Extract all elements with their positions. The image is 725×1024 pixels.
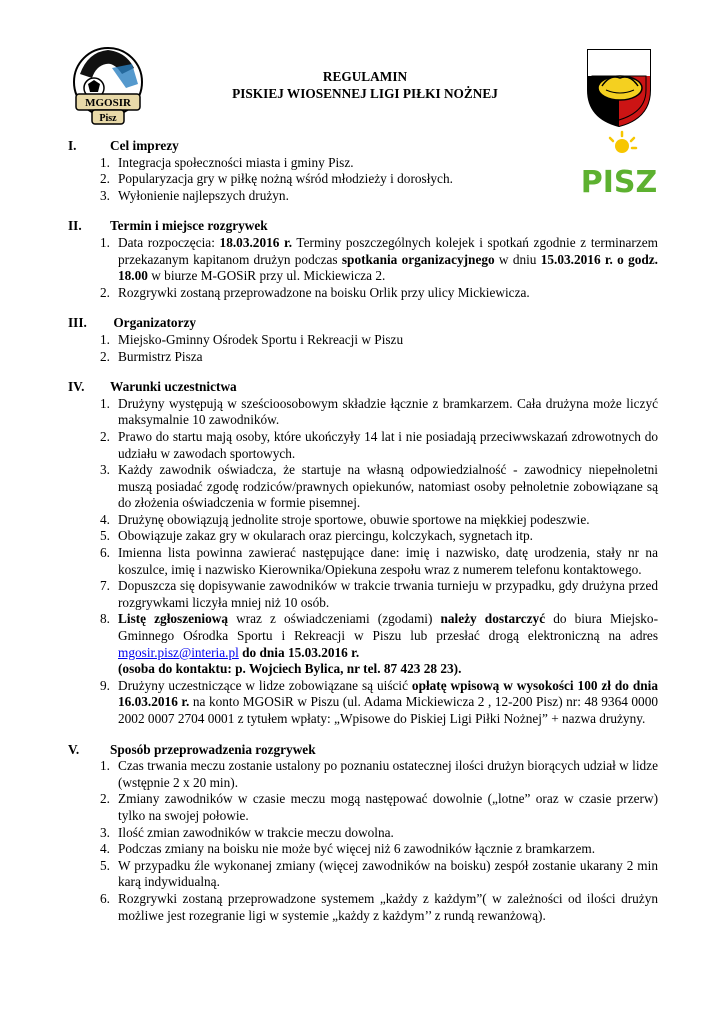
- bold-text: opłatę wpisową w wysokości 100 zł do dnia 16.03.2016 r.: [118, 677, 658, 710]
- item-text: [110, 396, 658, 429]
- section-heading: [68, 315, 658, 332]
- section-items: [68, 332, 658, 365]
- item-number: 2.: [100, 171, 110, 187]
- section-heading: [68, 742, 658, 759]
- item-text: [110, 891, 658, 924]
- section-number: I.: [68, 138, 77, 153]
- pisz-logo-text: PISZ: [580, 165, 658, 200]
- list-item: [68, 332, 658, 349]
- bold-text: do dnia 15.03.2016 r.: [238, 644, 360, 660]
- list-item: [68, 396, 658, 429]
- text-run: Każdy zawodnik oświadcza, że startuje na własną odpowiedzialność - zawodnicy niepełnoletni muszą posiadać zgodę rodziców/prawnych opiekunów, natomiast osoby pełnoletnie zobowiązane są do złożenia oświadczenia w formie pisemnej.: [118, 462, 658, 511]
- item-number: 3.: [100, 824, 110, 840]
- item-number: 7.: [100, 578, 110, 594]
- section-heading: [68, 379, 658, 396]
- item-text: [110, 528, 658, 545]
- item-text: [110, 825, 658, 842]
- section-number: III.: [68, 315, 87, 331]
- item-number: 6.: [100, 545, 110, 561]
- item-number: 5.: [100, 857, 110, 873]
- text-run: Data rozpoczęcia:: [118, 234, 220, 250]
- item-number: 2.: [100, 284, 110, 300]
- coat-of-arms-icon: [584, 46, 654, 128]
- list-item: [68, 349, 658, 366]
- list-item: [68, 791, 658, 824]
- item-text: [110, 235, 658, 285]
- item-text: [110, 188, 658, 205]
- item-number: 4.: [100, 841, 110, 857]
- section-title: Termin i miejsce rozgrywek: [110, 218, 268, 234]
- section-title: Organizatorzy: [110, 315, 197, 331]
- text-run: Rozgrywki zostaną przeprowadzone na boisku Orlik przy ulicy Mickiewicza.: [118, 284, 530, 300]
- list-item: [68, 188, 658, 205]
- text-run: Drużyny występują w sześcioosobowym składzie łącznie z bramkarzem. Cała drużyna może liczyć maksymalnie 10 zawodników.: [118, 395, 658, 428]
- bold-text: 18.03.2016 r.: [219, 234, 293, 250]
- item-text: [110, 758, 658, 791]
- item-number: 3.: [100, 187, 110, 203]
- list-item: [68, 578, 658, 611]
- item-number: 6.: [100, 890, 110, 906]
- text-run: W przypadku źle wykonanej zmiany (więcej zawodników na boisku) zespół zostanie ukarany 2 min karą indywidualną.: [118, 857, 658, 890]
- item-number: 1.: [100, 234, 110, 250]
- text-run: Terminy poszczególnych kolejek i spotkań zgodnie z terminarzem przekazanym kapitanom drużyn podczas: [118, 234, 659, 267]
- text-run: Dopuszcza się dopisywanie zawodników w trakcie trwania turnieju w przypadku, gdy drużyna przed rozgrywkami liczyła mniej niż 10 osób.: [118, 578, 658, 610]
- item-text: [110, 678, 658, 728]
- section-number: II.: [68, 218, 82, 234]
- list-item: [68, 545, 658, 578]
- item-text: [110, 462, 658, 512]
- list-item: [68, 512, 658, 529]
- item-text: [110, 791, 658, 824]
- item-number: 8.: [100, 611, 110, 627]
- text-run: Prawo do startu mają osoby, które ukończyły 14 lat i nie posiadają przeciwwskazań zdrowotnych do udziału w zawodach sportowych.: [118, 428, 658, 461]
- title-line-2: PISKIEJ WIOSENNEJ LIGI PIŁKI NOŻNEJ: [232, 86, 498, 101]
- item-text: [110, 578, 658, 611]
- list-item: [68, 678, 658, 728]
- list-item: [68, 858, 658, 891]
- list-item: [68, 825, 658, 842]
- item-text: [110, 858, 658, 891]
- section-title: Cel imprezy: [110, 138, 179, 153]
- section-items: [68, 155, 658, 205]
- text-run: Popularyzacja gry w piłkę nożną wśród młodzieży i dorosłych.: [118, 171, 453, 187]
- section-items: [68, 758, 658, 924]
- item-number: 2.: [100, 428, 110, 444]
- list-item: [68, 285, 658, 302]
- text-run: Imienna lista powinna zawierać następujące dane: imię i nazwisko, datę urodzenia, stały nr na koszulce, imię i nazwisko Kierownika/Opiekuna zespołu wraz z numerem telefonu kontaktowego.: [118, 545, 658, 577]
- list-item: [68, 235, 658, 285]
- text-run: do biura Miejsko-Gminnego Ośrodka Sportu i Rekreacji w Piszu lub przesłać drogą elektroniczną na adres: [118, 611, 659, 644]
- section-number: V.: [68, 741, 80, 757]
- bold-text: należy dostarczyć: [440, 611, 546, 627]
- text-run: na konto MGOSiR w Piszu (ul. Adama Mickiewicza 2 , 12-200 Pisz) nr: 48 9364 0000 2002 0007 2704 0001 z tytułem wpłaty: „Wpisowe do Piskiej Ligi Piłki Nożnej” + nazwa drużyny.: [118, 694, 658, 726]
- section-number: IV.: [68, 379, 85, 395]
- item-text: [110, 611, 658, 677]
- section-title: Warunki uczestnictwa: [110, 379, 237, 395]
- text-run: Ilość zmian zawodników w trakcie meczu dowolna.: [118, 824, 394, 840]
- regulations-content: [68, 138, 658, 938]
- mgosir-logo-text: MGOSIR: [85, 97, 131, 109]
- section-title: Sposób przeprowadzenia rozgrywek: [110, 741, 316, 757]
- list-item: [68, 171, 658, 188]
- item-number: 3.: [100, 462, 110, 478]
- document-title: [160, 68, 570, 102]
- item-text: [110, 841, 658, 858]
- list-item: [68, 611, 658, 677]
- text-run: Czas trwania meczu zostanie ustalony po poznaniu ostatecznej ilości drużyn biorących udział w lidze (wstępnie 2 x 20 min).: [118, 758, 658, 790]
- section: [68, 315, 658, 365]
- bold-text: 15.03.2016 r. o godz. 18.00: [118, 251, 658, 284]
- section: [68, 218, 658, 301]
- item-number: 1.: [100, 331, 110, 347]
- section-heading: [68, 218, 658, 235]
- email-link[interactable]: mgosir.pisz@interia.pl: [118, 644, 239, 660]
- item-number: 5.: [100, 528, 110, 544]
- bold-text: (osoba do kontaktu: p. Wojciech Bylica, nr tel. 87 423 28 23).: [118, 661, 462, 677]
- item-text: [110, 285, 658, 302]
- item-text: [110, 332, 658, 349]
- item-number: 2.: [100, 791, 110, 807]
- list-item: [68, 528, 658, 545]
- section: [68, 138, 658, 204]
- list-item: [68, 429, 658, 462]
- bold-text: Listę zgłoszeniową: [118, 611, 229, 627]
- bold-text: spotkania organizacyjnego: [341, 251, 495, 267]
- item-number: 2.: [100, 348, 110, 364]
- item-number: 1.: [100, 758, 110, 774]
- list-item: [68, 891, 658, 924]
- item-number: 1.: [100, 395, 110, 411]
- list-item: [68, 155, 658, 172]
- text-run: Miejsko-Gminny Ośrodek Sportu i Rekreacji w Piszu: [118, 331, 404, 347]
- section-items: [68, 235, 658, 301]
- title-line-1: REGULAMIN: [322, 69, 408, 84]
- item-number: 9.: [100, 677, 110, 693]
- item-number: 1.: [100, 154, 110, 170]
- text-run: Drużyny uczestniczące w lidze zobowiązane są uiścić: [118, 677, 412, 693]
- list-item: [68, 758, 658, 791]
- item-number: 4.: [100, 511, 110, 527]
- list-item: [68, 841, 658, 858]
- text-run: wraz z oświadczeniami (zgodami): [228, 611, 441, 627]
- section-heading: [68, 138, 658, 155]
- section: [68, 742, 658, 925]
- mgosir-logo: [68, 44, 148, 130]
- text-run: Obowiązuje zakaz gry w okularach oraz piercingu, kolczykach, sygnetach itp.: [118, 528, 533, 544]
- text-run: Rozgrywki zostaną przeprowadzone systemem „każdy z każdym”( w zależności od ilości drużyn możliwe jest rozegranie ligi w systemie „każdy z każdym’’ z rundą rewanżową).: [118, 890, 658, 923]
- item-text: [110, 155, 658, 172]
- text-run: Podczas zmiany na boisku nie może być więcej niż 6 zawodników łącznie z bramkarzem.: [118, 841, 596, 857]
- text-run: w dniu: [494, 251, 541, 267]
- section-items: [68, 396, 658, 728]
- text-run: Integracja społeczności miasta i gminy Pisz.: [118, 154, 354, 170]
- text-run: Drużynę obowiązują jednolite stroje sportowe, obuwie sportowe na miękkiej podeszwie.: [118, 511, 590, 527]
- item-text: [110, 545, 658, 578]
- item-text: [110, 171, 658, 188]
- text-run: w biurze M-GOSiR przy ul. Mickiewicza 2.: [147, 268, 386, 284]
- text-run: Burmistrz Pisza: [118, 348, 203, 364]
- item-text: [110, 512, 658, 529]
- text-run: Wyłonienie najlepszych drużyn.: [118, 187, 289, 203]
- mgosir-logo-subtext: Pisz: [99, 113, 117, 124]
- list-item: [68, 462, 658, 512]
- text-run: Zmiany zawodników w czasie meczu mogą następować dowolnie („lotne” oraz w czasie przerw) tylko na swojej połowie.: [118, 791, 658, 823]
- item-text: [110, 429, 658, 462]
- item-text: [110, 349, 658, 366]
- section: [68, 379, 658, 727]
